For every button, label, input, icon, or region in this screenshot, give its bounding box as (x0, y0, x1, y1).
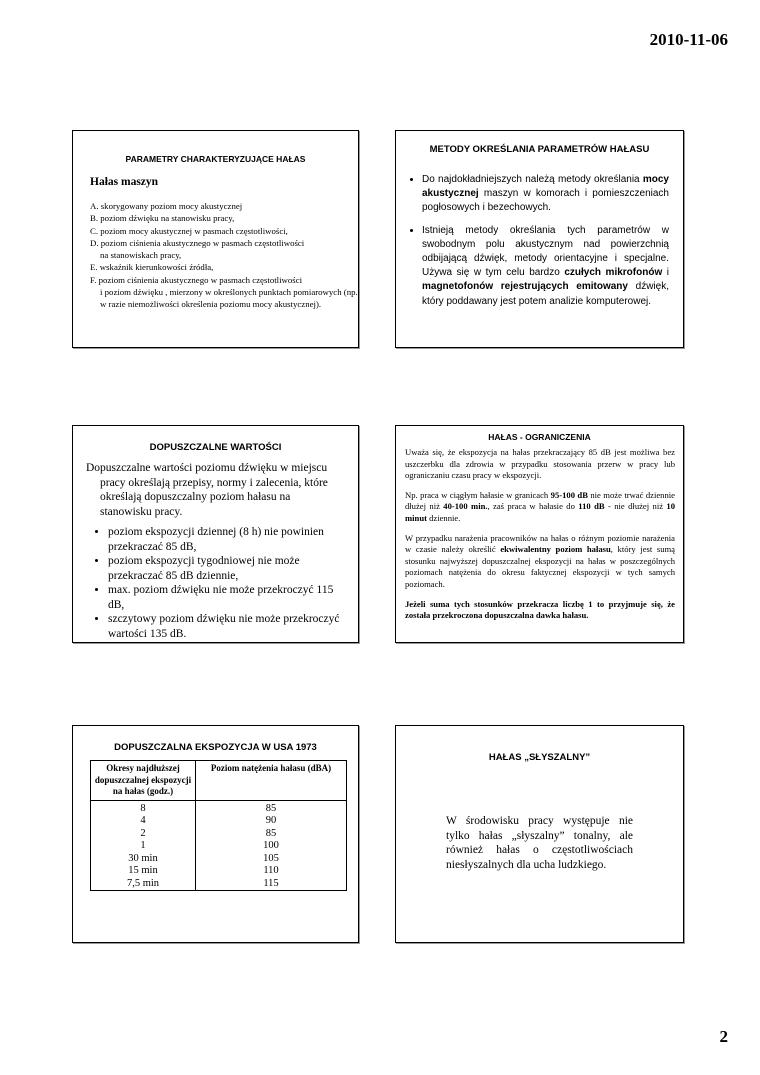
exposure-table (90, 760, 347, 891)
slide-title: DOPUSZCZALNA EKSPOZYCJA W USA 1973 (114, 742, 317, 753)
table-row (91, 828, 347, 841)
table-cell: 85 (196, 800, 347, 815)
list-item: B. poziom dźwięku na stanowisku pracy, (90, 213, 235, 224)
table-cell: 105 (196, 853, 347, 866)
bullet-list (404, 173, 669, 309)
list-item: C. poziom mocy akustycznej w pasmach częstotliwości, (90, 225, 288, 236)
slide-intro: Dopuszczalne wartości poziomu dźwięku w miejscu pracy określają przepisy, normy i zalecenia, które określają dopuszczalny poziom hałasu na stanowisku pracy. (86, 462, 328, 518)
table-cell: 90 (196, 815, 347, 828)
paragraph: Jeżeli suma tych stosunków przekracza liczbę 1 to przyjmuje się, że została przekroczona dopuszczalna dawka hałasu. (405, 598, 675, 621)
list-item: • szczytowy poziom dźwięku nie może przekroczyć wartości 135 dB. (108, 612, 344, 641)
column-header: Okresy najdłuższej dopuszczalnej ekspozycji na hałas (godz.) (91, 761, 196, 801)
list-item: • Istnieją metody określania tych parametrów w swobodnym polu akustycznym nad powierzchnią odbijającą dźwięk, metody orientacyjne i specjalne. Używa się w tym celu bardzo czułych mikrofonów i magnetofonów rejestrujących emitowany dźwięk, który poddawany jest potem analizie komputerowej. (422, 224, 669, 309)
list-item: • poziom ekspozycji dziennej (8 h) nie powinien przekraczać 85 dB, (108, 525, 344, 554)
list-item: • max. poziom dźwięku nie może przekroczyć 115 dB, (108, 583, 344, 612)
list-item: A. skorygowany poziom mocy akustycznej (90, 201, 243, 211)
list-item: E. wskaźnik kierunkowości źródła, (90, 262, 214, 273)
table-cell: 15 min (91, 865, 196, 878)
table-row (91, 840, 347, 853)
table-cell: 110 (196, 865, 347, 878)
table-header-row (91, 761, 347, 801)
slide-title: METODY OKREŚLANIA PARAMETRÓW HAŁASU (429, 144, 650, 155)
paragraph: Np. praca w ciągłym hałasie w granicach 95-100 dB nie może trwać dziennie dłużej niż 40-100 min., zaś praca w hałasie do 110 dB - nie dłużej niż 10 minut dziennie. (405, 489, 676, 523)
table-row (91, 815, 347, 828)
slide-title: HAŁAS - OGRANICZENIA (488, 432, 591, 442)
list-item: • poziom ekspozycji tygodniowej nie może przekraczać 85 dB dziennie, (108, 554, 344, 583)
parameter-list (90, 200, 358, 311)
list-item: • Do najdokładniejszych należą metody określania mocy akustycznej maszyn w komorach i pomieszczeniach pogłosowych i bezechowych. (422, 173, 669, 216)
column-header: Poziom natężenia hałasu (dBA) (196, 761, 347, 801)
bullet-list (86, 525, 344, 641)
slide-parametry (72, 130, 359, 348)
slide-body: W środowisku pracy występuje nie tylko hałas „słyszalny” tonalny, ale również hałas o częstotliwościach niesłyszalnych dla ucha ludzkiego. (446, 815, 633, 871)
table-row (91, 878, 347, 891)
slide-metody (395, 130, 684, 348)
table-row (91, 865, 347, 878)
table-cell: 8 (91, 800, 196, 815)
slide-dopuszczalne-wartosci (72, 425, 359, 643)
slide-title: DOPUSZCZALNE WARTOŚCI (149, 442, 282, 453)
slide-subtitle: Hałas maszyn (90, 176, 159, 188)
table-row (91, 800, 347, 815)
table-row (91, 853, 347, 866)
table-cell: 30 min (91, 853, 196, 866)
slide-halas-slyszalny (395, 725, 684, 943)
table-cell: 100 (196, 840, 347, 853)
table-cell: 115 (196, 878, 347, 891)
table-cell: 85 (196, 828, 347, 841)
paragraph: W przypadku narażenia pracowników na hałas o różnym poziomie narażenia w czasie należy określić ekwiwalentny poziom hałasu, który jest sumą stosunku najwyższej dopuszczalnej ekspozycji na hałas w poszczególnych poziomach natężenia do okresu faktycznej ekspozycji w tych samych poziomach. (405, 532, 676, 589)
list-item: D. poziom ciśnienia akustycznego w pasmach częstotliwości na stanowiskach pracy, (90, 237, 305, 261)
table-cell: 2 (91, 828, 196, 841)
table-cell: 7,5 min (91, 878, 196, 891)
table-cell: 4 (91, 815, 196, 828)
page-date: 2010-11-06 (649, 30, 728, 49)
slide-title: HAŁAS „SŁYSZALNY” (488, 752, 591, 763)
slide-ograniczenia (395, 425, 684, 643)
slide-title: PARAMETRY CHARAKTERYZUJĄCE HAŁAS (125, 154, 306, 164)
paragraph: Uważa się, że ekspozycja na hałas przekraczający 85 dB jest możliwa bez uszczerbku dla zdrowia w przypadku stosowania przerw w pracy lub ograniczaniu czasu pracy w ekspozycji. (405, 447, 675, 481)
slide-ekspozycja-usa (72, 725, 359, 943)
list-item: F. poziom ciśnienia akustycznego w pasmach częstotliwości i poziom dźwięku , mierzony w określonych punktach pomiarowych (np. w razie niemożliwości określenia poziomu mocy akustycznej). (90, 274, 358, 310)
table-cell: 1 (91, 840, 196, 853)
page-number: 2 (719, 1027, 728, 1046)
